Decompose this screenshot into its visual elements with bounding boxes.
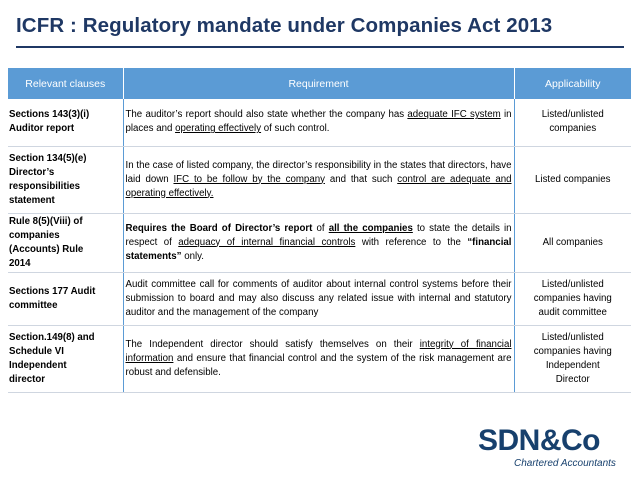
requirement-text: only. [181,250,204,262]
clause-cell [8,325,123,392]
clause-cell [8,99,123,146]
applicability-cell [514,325,631,392]
applicability-cell [514,146,631,213]
clause-cell [8,213,123,272]
requirement-text: The auditor’s report should also state whether the company has [125,109,408,121]
clause-line: responsibilities [9,180,81,192]
header-applicability: Applicability [514,68,631,99]
requirement-cell [123,146,514,213]
applicability-cell [514,272,631,325]
clause-line: 2014 [9,257,31,269]
applicability-line: companies [549,123,597,135]
clause-line: Sections 143(3)(i) [9,109,90,121]
applicability-line: Listed/unlisted [541,331,604,343]
clause-line: director [9,373,46,385]
requirement-text: adequate IFC system [407,109,501,121]
clause-line: Section.149(8) and [9,331,95,343]
clause-line: Independent [9,359,67,371]
requirement-cell [123,99,514,146]
clause-line: statement [9,194,55,206]
requirement-cell [123,325,514,392]
requirement-text: adequacy of internal financial controls [178,236,356,248]
requirement-text: operating effectively [175,123,262,135]
requirement-cell [123,272,514,325]
clause-line: Section 134(5)(e) [9,152,87,164]
company-logo [470,424,620,474]
applicability-line: Listed companies [535,173,611,185]
applicability-line: Director [555,373,590,385]
applicability-line: companies having [533,292,612,304]
table-row [8,272,631,325]
requirement-text: IFC to be follow by the company [173,173,325,185]
requirement-text: In the case of listed company, the director’s responsibility in the states that directors, have laid down [125,159,512,185]
clause-line: Rule 8(5)(Viii) of [9,215,83,227]
applicability-line: All companies [542,236,603,248]
header-requirement: Requirement [123,68,514,99]
requirements-table [8,68,631,393]
logo-tagline: Chartered Accountants [514,458,616,469]
applicability-line: audit committee [538,306,607,318]
title-underline [16,46,624,48]
requirement-text: of [312,222,329,234]
header-relevant-clauses: Relevant clauses [8,68,123,99]
requirement-text: “financial statements” [125,236,512,262]
applicability-line: Listed/unlisted [541,278,604,290]
applicability-line: Independent [545,359,600,371]
clause-cell [8,272,123,325]
applicability-cell [514,99,631,146]
requirement-text: control are adequate and operating effectively. [125,173,512,199]
requirement-text: and that such [324,173,398,185]
table-row [8,146,631,213]
requirement-text: The Independent director should satisfy themselves on their [125,338,420,350]
requirement-text: Audit committee call for comments of auditor about internal control systems before their submission to board and may also discuss any related issue with internal and statutory auditor and the management of the company [125,278,512,318]
table-row [8,99,631,146]
clause-line: (Accounts) Rule [9,243,84,255]
clause-line: Schedule VI [9,345,64,357]
clause-line: Auditor report [9,123,75,135]
applicability-cell [514,213,631,272]
clause-line: companies [9,229,60,241]
applicability-line: Listed/unlisted [541,109,604,121]
table-row [8,325,631,392]
applicability-line: companies having [533,345,612,357]
table-header-row [8,68,631,99]
requirement-text: and ensure that financial control and the system of the risk management are robust and defensible. [125,352,512,378]
clause-line: Director’s [9,166,55,178]
requirement-text: to state the details in respect of [125,222,512,248]
clause-line: committee [9,299,58,311]
clause-cell [8,146,123,213]
clause-line: Sections 177 Audit [9,285,96,297]
requirement-cell [123,213,514,272]
requirement-text: with reference to the [355,236,468,248]
table-row [8,213,631,272]
requirement-text: of such control. [261,123,330,135]
requirement-text: integrity of financial information [125,338,512,364]
requirement-text: all the companies [328,222,413,234]
page-title: ICFR : Regulatory mandate under Companies Act 2013 [16,14,553,37]
requirement-text: Requires the Board of Director’s report [125,222,313,234]
requirement-text: in places and [125,109,512,135]
logo-name: SDN&Co [478,424,600,457]
